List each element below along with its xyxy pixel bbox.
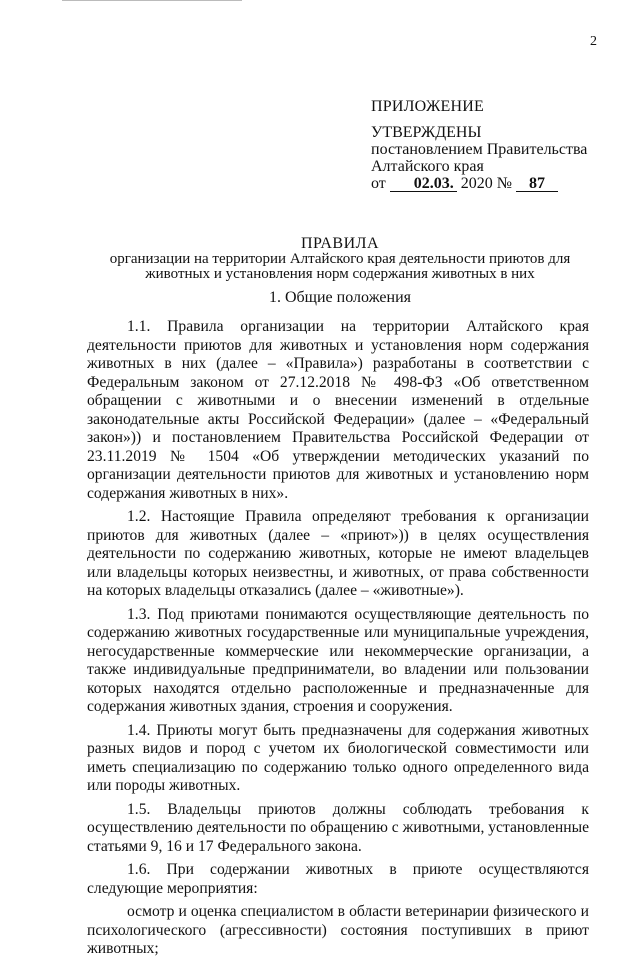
paragraph-1-6-item-1: осмотр и оценка специалистом в области ветеринарии физического и психологического (агрессивности) состояния поступивших в приют животных; [87, 903, 589, 957]
date-line [371, 175, 587, 192]
paragraph-1-2: 1.2. Настоящие Правила определяют требования к организации приютов для животных (далее – «приют»)) в целях осуществления деятельности по содержанию животных, которые не имеют владельцев или владельцы которых неизвестны, и животных, от права собственности на которых владельцы отказались (далее – «животные»). [87, 508, 589, 599]
decree-number: 87 [516, 176, 558, 192]
section-heading: 1. Общие положения [268, 289, 412, 306]
document-title: ПРАВИЛА [300, 235, 380, 252]
document-subtitle: организации на территории Алтайского края деятельности приютов для животных и установления норм содержания животных в них [109, 251, 571, 282]
paragraph-1-1: 1.1. Правила организации на территории Алтайского края деятельности приютов для животных и установления норм содержания животных в них (далее – «Правила») разработаны в соответствии с Федеральным законом от 27.12.2018 № 498-ФЗ «Об ответственном обращении с животными и о внесении изменений в отдельные законодательные акты Российской Федерации» (далее – «Федеральный закон»)) и постановлением Правительства Российской Федерации от 23.11.2019 № 1504 «Об утверждении методических указаний по организации деятельности приютов для животных и установлению норм содержания животных в них». [87, 318, 589, 502]
decree-year: 2020 № [460, 175, 513, 192]
approved-label: УТВЕРЖДЕНЫ [371, 124, 482, 141]
approved-by-line2: Алтайского края [371, 158, 484, 175]
annex-block [371, 98, 587, 192]
section-body [87, 318, 589, 964]
approved-by-line1: постановлением Правительства [371, 141, 588, 158]
paragraph-1-3: 1.3. Под приютами понимаются осуществляющие деятельность по содержанию животных государственные или муниципальные учреждения, негосударственные коммерческие или некоммерческие организации, а также индивидуальные предприниматели, во владении или пользовании которых находятся отдельно расположенные и предназначенные для содержания животных здания, строения и сооружения. [87, 605, 589, 715]
decree-date: 02.03. [390, 176, 457, 192]
paragraph-1-4: 1.4. Приюты могут быть предназначены для содержания животных разных видов и пород с учетом их биологической совместимости или иметь специализацию по содержанию только одного определенного вида или породы животных. [87, 721, 589, 794]
from-label: от [371, 175, 386, 192]
annex-title: ПРИЛОЖЕНИЕ [371, 98, 485, 115]
page-number: 2 [590, 34, 597, 49]
document-title-block [80, 236, 600, 282]
scan-artifact-line [62, 0, 242, 1]
paragraph-1-5: 1.5. Владельцы приютов должны соблюдать требования к осуществлению деятельности по обращению с животными, установленные статьями 9, 16 и 17 Федерального закона. [87, 800, 589, 855]
paragraph-1-6: 1.6. При содержании животных в приюте осуществляются следующие мероприятия: [87, 861, 589, 897]
